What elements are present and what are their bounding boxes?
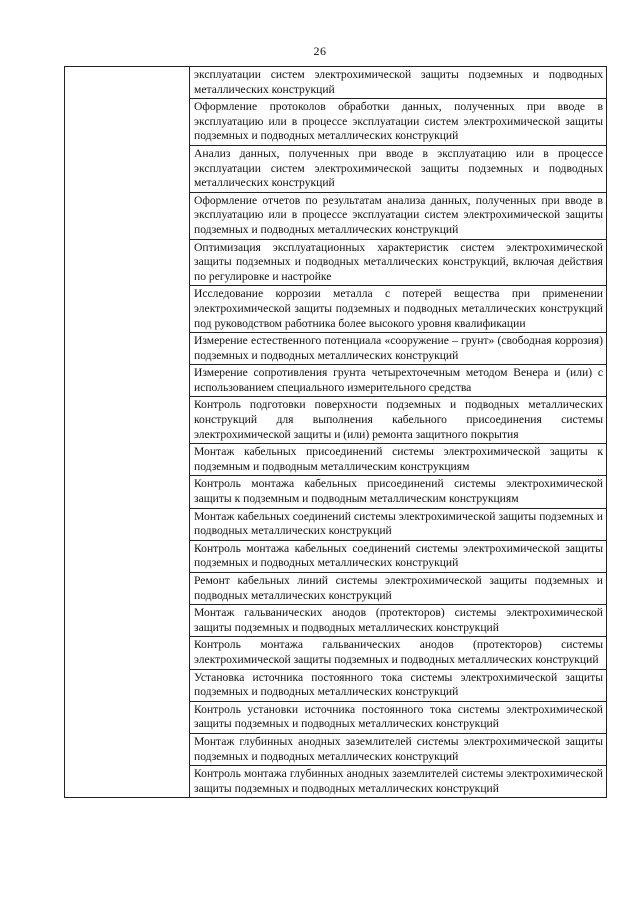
labor-action-text: Оформление протоколов обработки данных, полученных при вводе в эксплуатацию или в процессе эксплуатации систем электрохимической защиты подземных и подводных металлических конструкций	[194, 100, 603, 143]
labor-actions-table	[64, 66, 607, 798]
table-body	[65, 67, 607, 798]
labor-action-cell	[190, 605, 607, 637]
labor-action-text: Оформление отчетов по результатам анализа данных, полученных при вводе в эксплуатацию или в процессе эксплуатации систем электрохимической защиты подземных и подводных металлических конструкций	[194, 193, 603, 236]
labor-action-text: Монтаж кабельных соединений системы электрохимической защиты подземных и подводных металлических конструкций	[194, 509, 603, 538]
labor-action-text: Измерение сопротивления грунта четырехточечным методом Венера и (или) с использованием специального измерительного средства	[194, 366, 603, 394]
labor-action-cell	[190, 476, 607, 508]
labor-action-cell	[190, 397, 607, 444]
labor-action-text: Исследование коррозии металла с потерей вещества при применении электрохимической защиты подземных и подводных металлических конструкций под руководством работника более высокого уровня квалификации	[194, 287, 603, 330]
labor-action-cell	[190, 239, 607, 286]
labor-action-text: Контроль монтажа гальванических анодов (протекторов) системы электрохимической защиты подземных и подводных металлических конструкций	[194, 638, 603, 666]
labor-action-cell	[190, 573, 607, 605]
labor-action-text: Контроль монтажа глубинных анодных заземлителей системы электрохимической защиты подземных и подводных металлических конструкций	[194, 767, 603, 795]
labor-action-text: Измерение естественного потенциала «сооружение – грунт» (свободная коррозия) подземных и подводных металлических конструкций	[194, 334, 603, 362]
labor-action-cell	[190, 365, 607, 397]
labor-action-text: Монтаж кабельных присоединений системы электрохимической защиты к подземным и подводным металлическим конструкциям	[194, 445, 603, 473]
labor-action-cell	[190, 701, 607, 733]
labor-action-cell	[190, 669, 607, 701]
labor-action-cell	[190, 286, 607, 333]
labor-action-text: Оптимизация эксплуатационных характеристик систем электрохимической защиты подземных и подводных металлических конструкций, включая действия по регулировке и настройке	[194, 240, 603, 283]
labor-action-text: Анализ данных, полученных при вводе в эксплуатацию или в процессе эксплуатации систем электрохимической защиты подземных и подводных металлических конструкций	[194, 146, 603, 190]
table-row	[65, 67, 607, 99]
labor-action-text: эксплуатации систем электрохимической защиты подземных и подводных металлических конструкций	[194, 68, 603, 96]
labor-action-text: Ремонт кабельных линий системы электрохимической защиты подземных и подводных металлических конструкций	[194, 574, 603, 602]
labor-action-cell	[190, 145, 607, 192]
labor-action-cell	[190, 67, 607, 99]
labor-function-cell	[65, 67, 190, 798]
labor-action-text: Монтаж глубинных анодных заземлителей системы электрохимической защиты подземных и подводных металлических конструкций	[194, 734, 603, 763]
labor-action-cell	[190, 333, 607, 365]
labor-action-text: Контроль монтажа кабельных соединений системы электрохимической защиты подземных и подводных металлических конструкций	[194, 541, 603, 570]
labor-action-cell	[190, 637, 607, 669]
labor-action-text: Контроль монтажа кабельных присоединений системы электрохимической защиты к подземным и подводным металлическим конструкциям	[194, 477, 603, 506]
labor-action-text: Монтаж гальванических анодов (протекторов) системы электрохимической защиты подземных и подводных металлических конструкций	[194, 606, 603, 634]
page-number: 26	[313, 44, 327, 58]
labor-action-cell	[190, 444, 607, 476]
labor-action-text: Установка источника постоянного тока системы электрохимической защиты подземных и подводных металлических конструкций	[194, 670, 603, 699]
labor-action-cell	[190, 99, 607, 146]
labor-action-text: Контроль установки источника постоянного тока системы электрохимической защиты подземных и подводных металлических конструкций	[194, 702, 603, 731]
labor-action-cell	[190, 540, 607, 572]
labor-action-cell	[190, 733, 607, 765]
labor-action-text: Контроль подготовки поверхности подземных и подводных металлических конструкций для выполнения кабельного присоединения системы электрохимической защиты и (или) ремонта защитного покрытия	[194, 398, 603, 441]
labor-action-cell	[190, 766, 607, 798]
labor-action-cell	[190, 508, 607, 540]
labor-action-cell	[190, 192, 607, 239]
